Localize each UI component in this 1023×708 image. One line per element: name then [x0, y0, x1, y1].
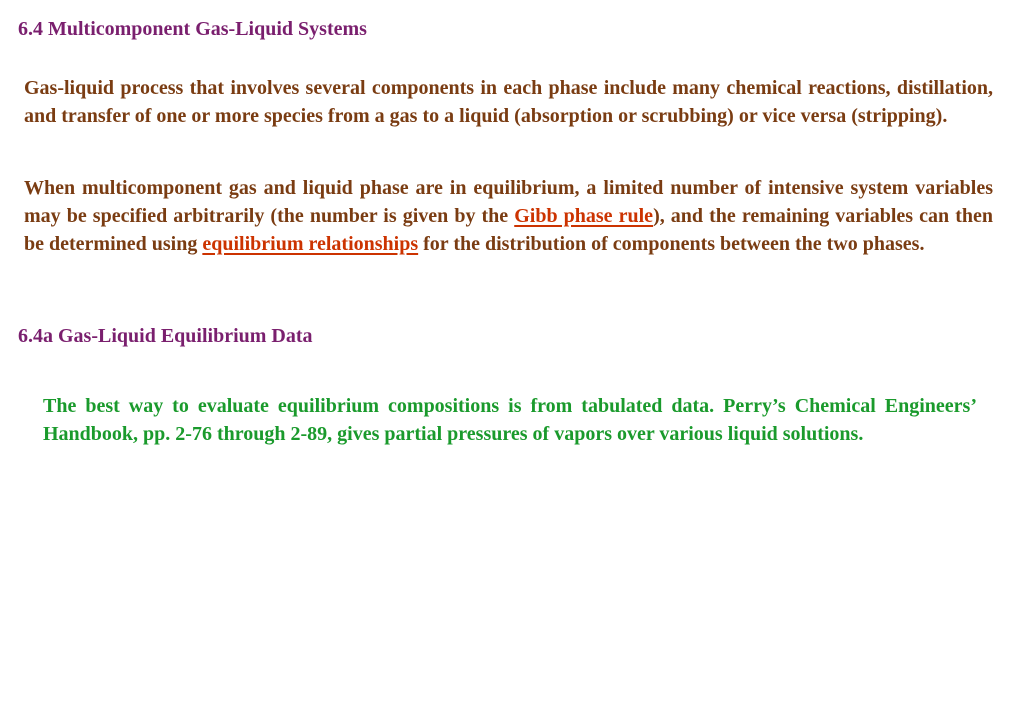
section-heading-6-4a: 6.4a Gas-Liquid Equilibrium Data — [18, 325, 313, 347]
equilibrium-relationships-link[interactable]: equilibrium relationships — [202, 233, 419, 255]
intro-paragraph: Gas-liquid process that involves several components in each phase include many chemical reactions, distillation, and transfer of one or more species from a gas to a liquid (absorption or scrubbing) or vice versa (stripping). — [24, 77, 993, 127]
equilibrium-paragraph — [24, 174, 993, 258]
equilibrium-paragraph-text-1: When multicomponent gas and liquid phase are in equilibrium, a limited number of intensive system variables may be specified arbitrarily (the number is given by the — [24, 177, 993, 227]
gibb-phase-rule-link[interactable]: Gibb phase rule — [514, 205, 654, 227]
equilibrium-paragraph-text-3: for the distribution of components between the two phases. — [418, 233, 925, 255]
section-heading-6-4: 6.4 Multicomponent Gas-Liquid Systems — [18, 18, 367, 40]
equilibrium-data-paragraph: The best way to evaluate equilibrium compositions is from tabulated data. Perry’s Chemical Engineers’ Handbook, pp. 2-76 through 2-89, gives partial pressures of vapors over various liquid solutions. — [43, 395, 977, 445]
equilibrium-paragraph-text-2: ), and the remaining variables can then be determined using — [24, 205, 993, 255]
